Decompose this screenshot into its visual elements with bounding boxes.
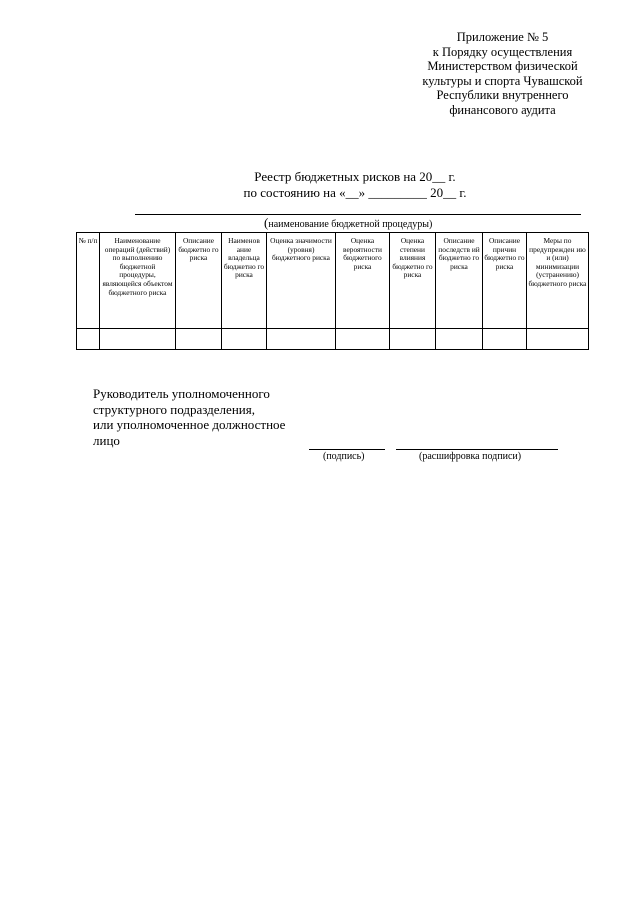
signer-line: структурного подразделения, <box>93 401 255 417</box>
signature-caption: (подпись) <box>323 451 365 462</box>
appendix-line: к Порядку осуществления <box>432 44 573 59</box>
col-header-impact: Оценка степени влияния бюджетно го риска <box>390 233 436 329</box>
table-cell[interactable] <box>267 329 336 350</box>
col-header-number: № п/п <box>77 233 100 329</box>
col-header-causes: Описание причин бюджетно го риска <box>483 233 527 329</box>
signer-block <box>93 386 285 448</box>
table-cell[interactable] <box>483 329 527 350</box>
table-cell[interactable] <box>222 329 267 350</box>
procedure-caption-paren: ( <box>264 215 269 230</box>
signer-line: Руководитель уполномоченного <box>93 386 270 401</box>
signer-line: лицо <box>93 432 120 448</box>
appendix-header <box>405 30 600 118</box>
table-cell[interactable] <box>100 329 176 350</box>
col-header-consequences: Описание последств ий бюджетно го риска <box>436 233 483 329</box>
col-header-measures: Меры по предупрежден ию и (или) минимизации (устранению) бюджетного риска <box>527 233 589 329</box>
table-cell[interactable] <box>527 329 589 350</box>
appendix-line: Министерством физической <box>427 59 578 74</box>
appendix-line: финансового аудита <box>449 102 556 117</box>
register-title <box>200 169 510 200</box>
appendix-line: Республики внутреннего <box>436 88 569 103</box>
table-cell[interactable] <box>176 329 222 350</box>
col-header-significance: Оценка значимости (уровня) бюджетного риска <box>267 233 336 329</box>
table-cell[interactable] <box>77 329 100 350</box>
col-header-probability: Оценка вероятности бюджетного риска <box>336 233 390 329</box>
table-row <box>77 329 589 350</box>
col-header-operations: Наименование операций (действий) по выполнению бюджетной процедуры, являющейся объектом бюджетного риска <box>100 233 176 329</box>
risk-register-table <box>76 232 589 350</box>
signer-line: или уполномоченное должностное <box>93 417 286 433</box>
register-title-line1: Реестр бюджетных рисков на 20__ г. <box>254 169 456 184</box>
table-cell[interactable] <box>390 329 436 350</box>
signature-line <box>309 449 385 450</box>
col-header-risk-owner: Наименов ание владельца бюджетно го риска <box>222 233 267 329</box>
appendix-line: Приложение № 5 <box>456 30 549 44</box>
signature-decoding-caption: (расшифровка подписи) <box>419 451 522 462</box>
procedure-name-caption <box>264 217 432 231</box>
register-title-line2: по состоянию на «__» _________ 20__ г. <box>243 184 467 200</box>
procedure-caption-text: наименование бюджетной процедуры) <box>268 219 433 230</box>
table-header-row <box>77 233 589 329</box>
table-cell[interactable] <box>336 329 390 350</box>
procedure-name-line <box>135 214 581 215</box>
signature-decoding-line <box>396 449 558 450</box>
appendix-line: культуры и спорта Чувашской <box>422 73 583 88</box>
col-header-risk-description: Описание бюджетно го риска <box>176 233 222 329</box>
table-cell[interactable] <box>436 329 483 350</box>
